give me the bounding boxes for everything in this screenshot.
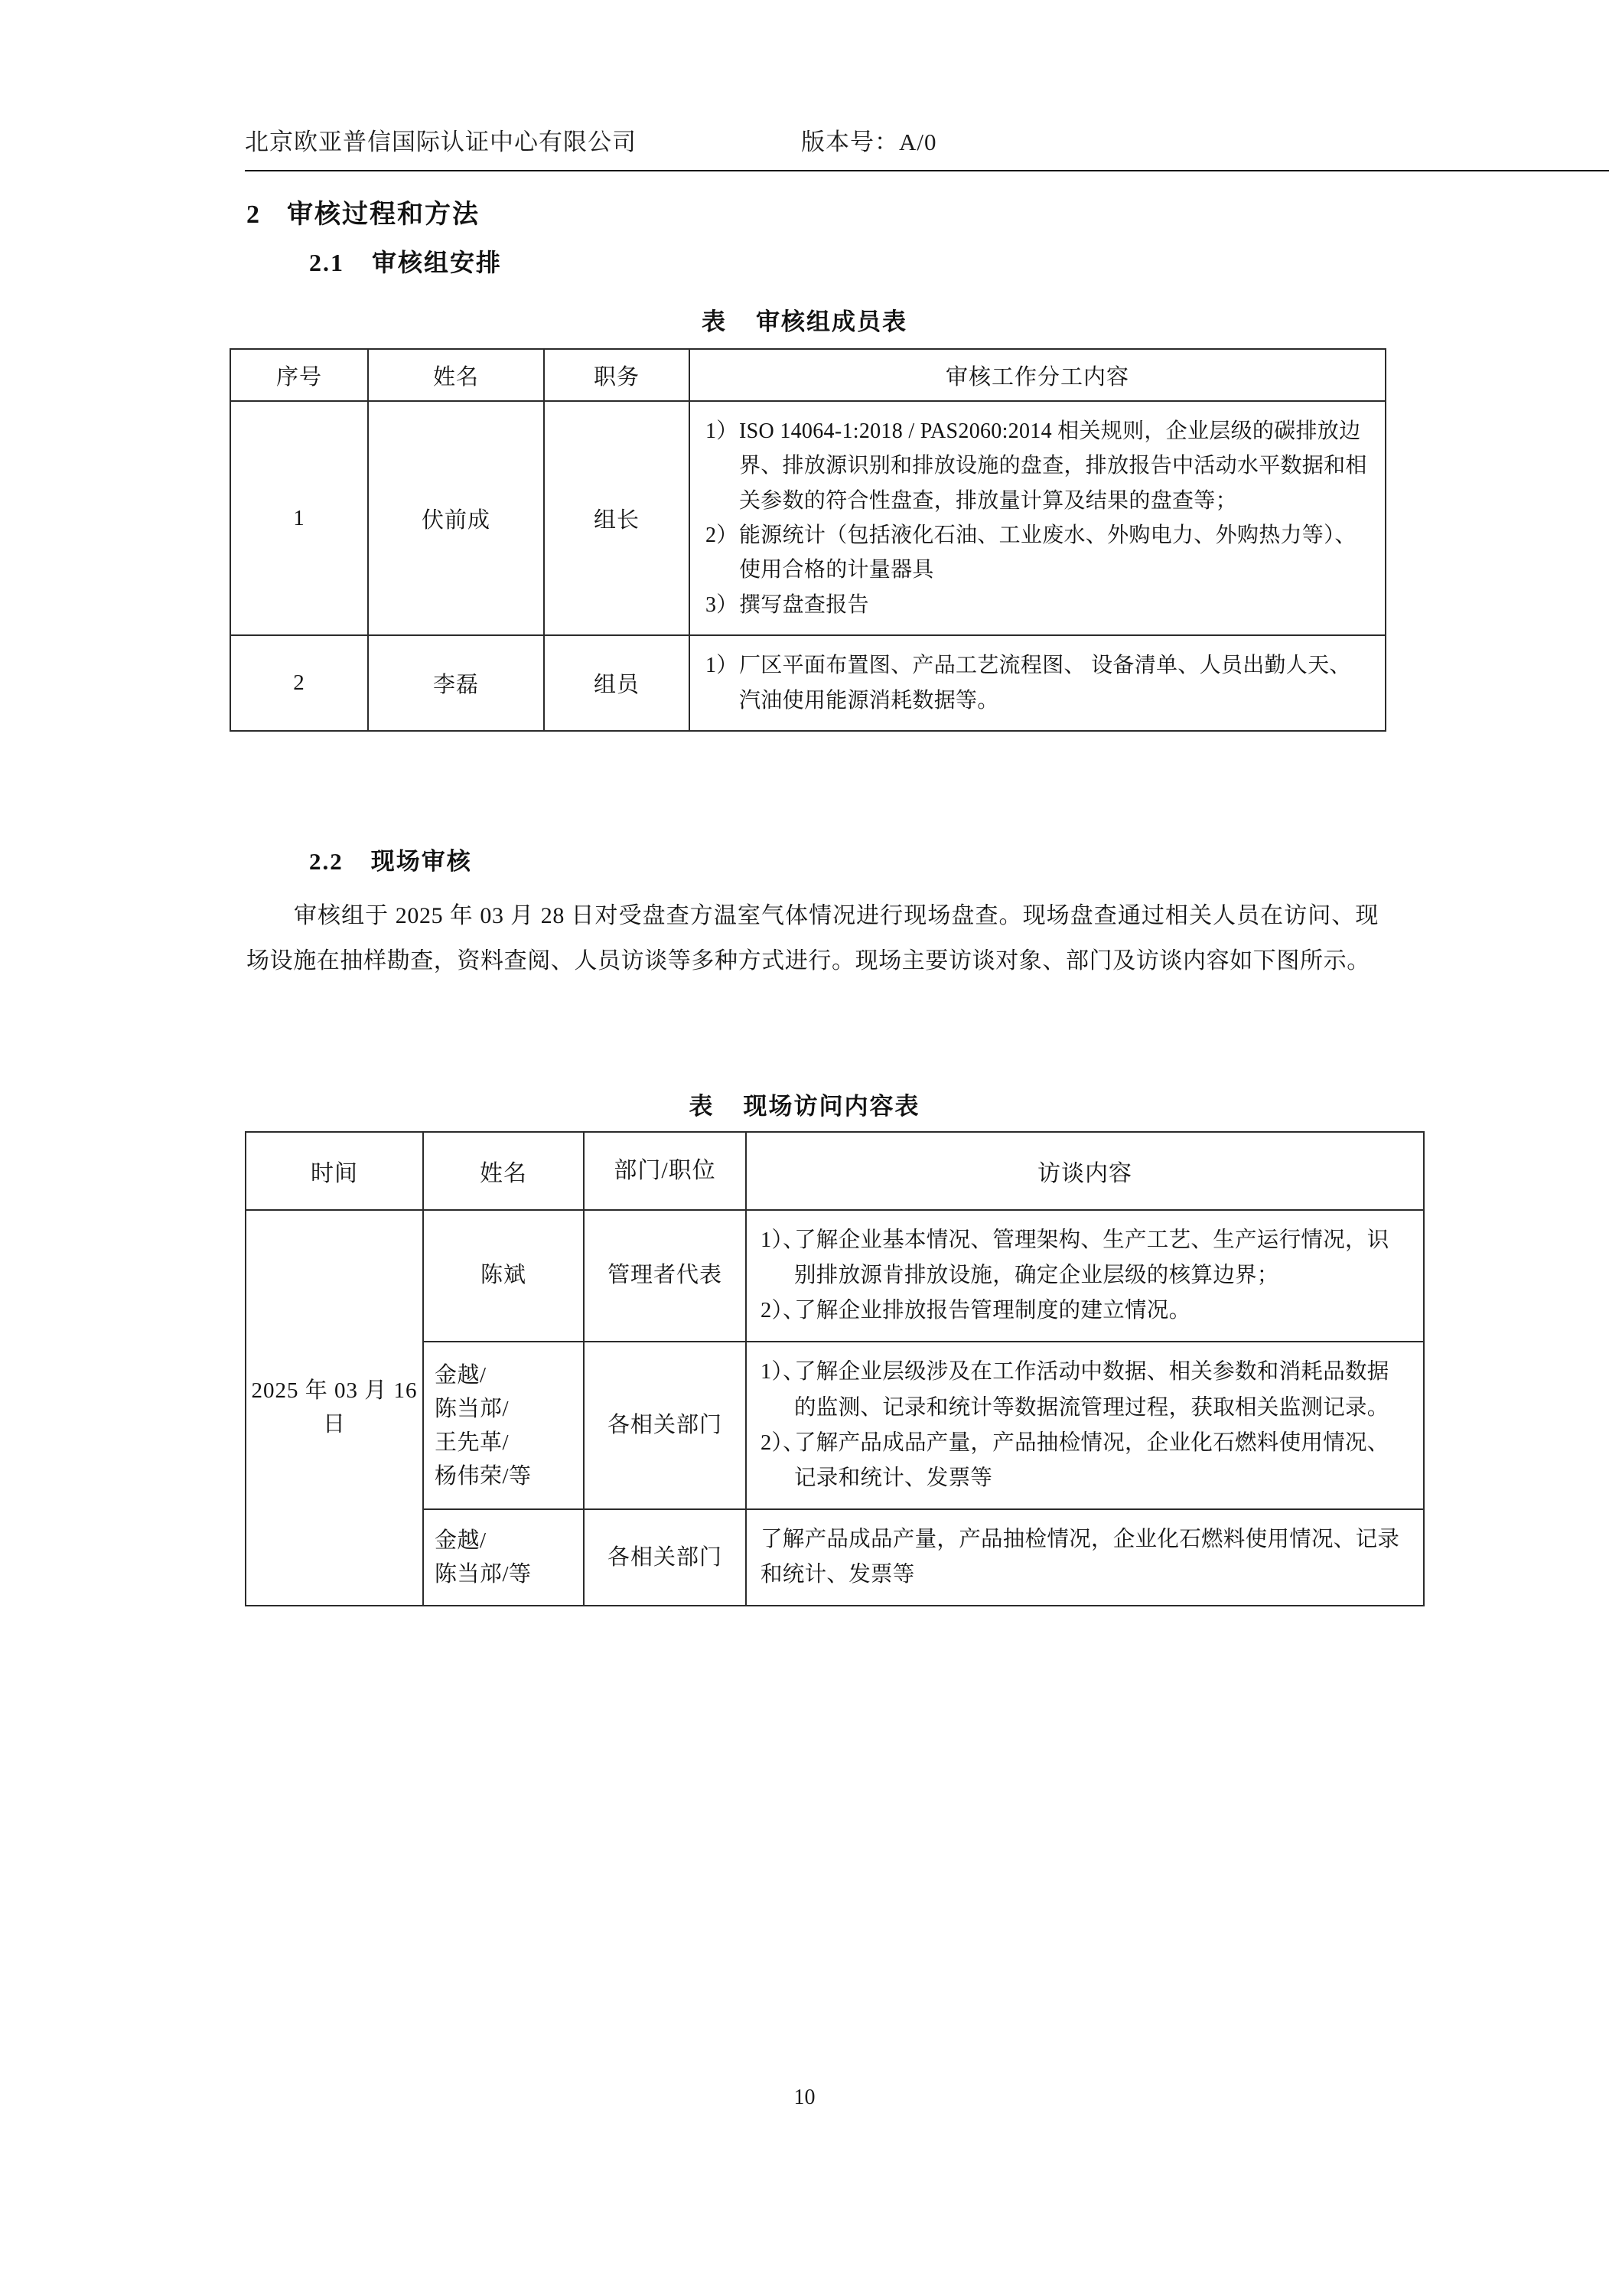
name-line: 陈当邟/: [435, 1396, 510, 1421]
section-title: 审核过程和方法: [287, 201, 480, 229]
table2-r2-dept: 各相关部门: [584, 1342, 746, 1509]
duty-item: [705, 518, 1371, 588]
interview-item: [761, 1223, 1411, 1293]
interview-marker: 2）、: [761, 1299, 805, 1323]
audit-team-table: [230, 348, 1386, 732]
body-paragraph: 审核组于 2025 年 03 月 28 日对受盘查方温室气体情况进行现场盘查。现场盘查通过相关人员在访问、现场设施在抽样勘查，资料查阅、人员访谈等多种方式进行。现场主要访谈对象、部门及访谈内容如下图所示。: [246, 903, 1379, 974]
interview-text: 了解企业基本情况、管理架构、生产工艺、生产运行情况，识别排放源肯排放设施，确定企业层级的核算边界；: [794, 1228, 1389, 1288]
duty-text: 撰写盘查报告: [739, 592, 869, 617]
interview-marker: 2）、: [761, 1430, 805, 1455]
table2-caption: [0, 1087, 1609, 1121]
interview-text: 了解产品成品产量，产品抽检情况，企业化石燃料使用情况、记录和统计、发票等: [761, 1528, 1400, 1587]
duty-item: [705, 648, 1371, 718]
duty-marker: 1）: [705, 654, 738, 678]
page-number: 10: [793, 2086, 816, 2109]
duty-marker: 1）: [705, 419, 738, 443]
table1-r1-no: 1: [230, 401, 368, 635]
table-row: [246, 1210, 1424, 1342]
table1-r1-name: 伏前成: [368, 401, 544, 635]
table2-col-time: 时间: [246, 1132, 423, 1210]
table1-r2-name: 李磊: [368, 635, 544, 731]
duty-marker: 3）: [705, 592, 738, 617]
subsection-number: 2.1: [309, 249, 344, 276]
table2-caption-prefix: 表: [689, 1093, 715, 1120]
interview-text: 了解企业层级涉及在工作活动中数据、相关参数和消耗品数据的监测、记录和统计等数据流管理过程，获取相关监测记录。: [794, 1360, 1389, 1420]
table-header-row: [246, 1132, 1424, 1210]
header-divider: [245, 170, 1609, 171]
section-heading-2-2: [309, 842, 472, 876]
subsection-title: 现场审核: [370, 848, 472, 875]
table2-r2-name: [423, 1342, 584, 1509]
duty-text: 厂区平面布置图、产品工艺流程图、 设备清单、人员出勤人天、汽油使用能源消耗数据等。: [739, 654, 1351, 713]
name-line: 王先革/: [435, 1430, 510, 1455]
section-number: 2: [246, 201, 261, 229]
duty-text: ISO 14064-1:2018 / PAS2060:2014 相关规则，企业层级的碳排放边界、排放源识别和排放设施的盘查，排放报告中活动水平数据和相关参数的符合性盘查，排放量计算及结果的盘查等；: [739, 419, 1367, 513]
table1-col-name: 姓名: [368, 349, 544, 401]
interview-text: 了解产品成品产量，产品抽检情况，企业化石燃料使用情况、记录和统计、发票等: [794, 1430, 1389, 1490]
table-header-row: [230, 349, 1386, 401]
table2-r1-name: 陈斌: [423, 1210, 584, 1342]
table2-col-interview: 访谈内容: [746, 1132, 1424, 1210]
table2-r1-interview: [746, 1210, 1424, 1342]
interview-item: [761, 1355, 1411, 1425]
duty-item: [705, 588, 1371, 622]
table1-r2-no: 2: [230, 635, 368, 731]
table1-r2-role: 组员: [544, 635, 689, 731]
name-line: 金越/: [435, 1362, 487, 1388]
subsection-title: 审核组安排: [372, 249, 503, 276]
table2-r2-interview: [746, 1342, 1424, 1509]
section-heading-2-1: [309, 243, 502, 279]
table2-col-dept-line1: 部门/职位: [614, 1158, 716, 1184]
site-interview-table: [245, 1131, 1425, 1606]
table1-col-role: 职务: [544, 349, 689, 401]
interview-marker: 1）、: [761, 1228, 805, 1252]
interview-marker: 1）、: [761, 1360, 805, 1384]
table1-r1-duties: [689, 401, 1386, 635]
table1-caption: [0, 302, 1609, 337]
table2-time-cell: 2025 年 03 月 16 日: [246, 1210, 423, 1606]
header-version: 版本号：A/0: [801, 129, 937, 155]
name-line: 金越/: [435, 1528, 487, 1554]
table2-r3-dept: 各相关部门: [584, 1509, 746, 1606]
table-row: [230, 635, 1386, 731]
table1-r2-duties: [689, 635, 1386, 731]
duty-marker: 2）: [705, 523, 738, 548]
table2-caption-text: 现场访问内容表: [743, 1093, 920, 1120]
table1-col-no: 序号: [230, 349, 368, 401]
table1-r1-role: 组长: [544, 401, 689, 635]
table2-col-name: 姓名: [423, 1132, 584, 1210]
table2-col-dept: [584, 1132, 746, 1210]
name-line: 杨伟荣/等: [435, 1463, 532, 1489]
table1-col-duties: 审核工作分工内容: [689, 349, 1386, 401]
table1-caption-text: 审核组成员表: [756, 308, 907, 335]
document-header: [245, 122, 1609, 157]
table1-caption-prefix: 表: [702, 308, 727, 335]
subsection-number: 2.2: [309, 848, 344, 875]
duty-item: [705, 414, 1371, 518]
name-line: 陈当邟/等: [435, 1562, 532, 1587]
table2-r3-name: [423, 1509, 584, 1606]
table2-r1-dept: 管理者代表: [584, 1210, 746, 1342]
interview-item: [761, 1426, 1411, 1496]
interview-text: 了解企业排放报告管理制度的建立情况。: [794, 1299, 1191, 1323]
header-company-name: 北京欧亚普信国际认证中心有限公司: [245, 129, 637, 155]
table-row: [230, 401, 1386, 635]
section-heading-2: [246, 193, 480, 230]
duty-text: 能源统计（包括液化石油、工业废水、外购电力、外购热力等）、使用合格的计量器具: [739, 523, 1357, 582]
interview-item: [761, 1293, 1411, 1329]
table2-r3-interview: [746, 1509, 1424, 1606]
